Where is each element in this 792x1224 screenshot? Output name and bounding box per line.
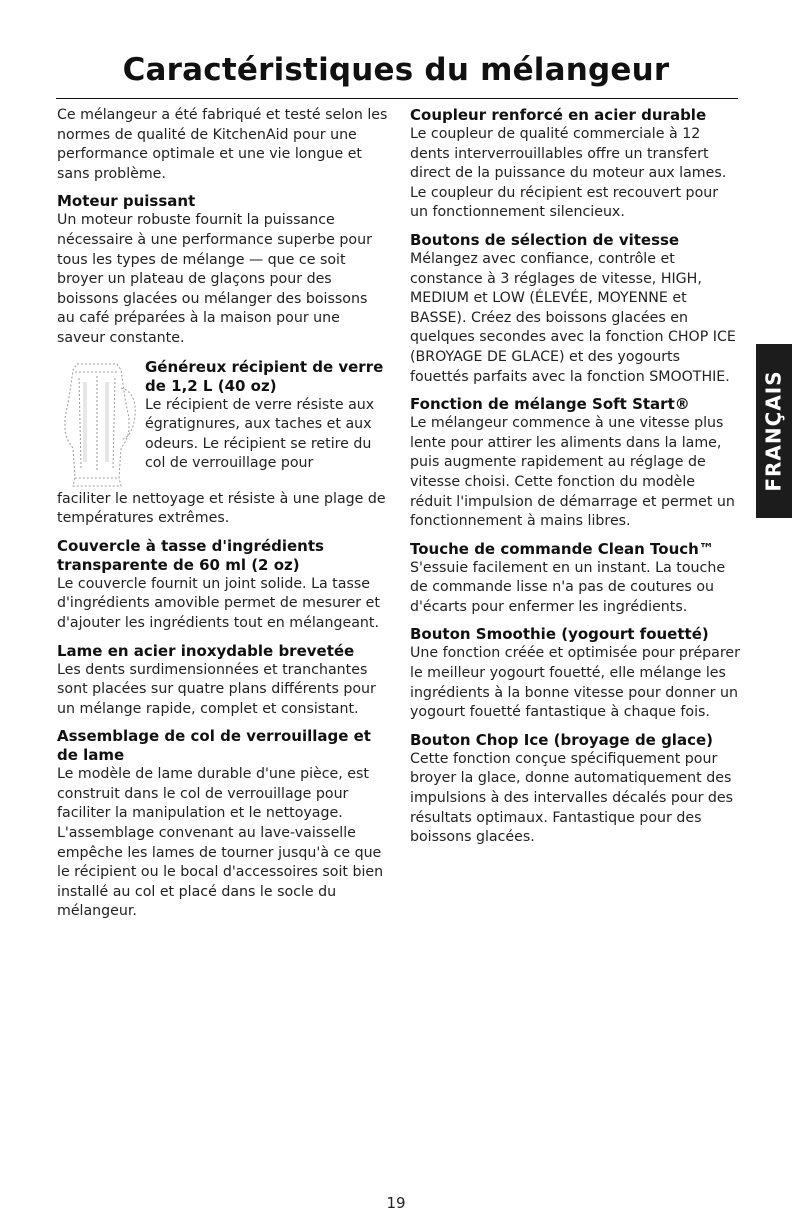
- section-text-jar-rest: faciliter le nettoyage et résiste à une plage de températures extrêmes.: [57, 490, 386, 527]
- section-text-smoothie: Une fonction créée et optimisée pour préparer le meilleur yogourt fouetté, elle mélange les ingrédients à la bonne vitesse pour donner un yogourt fouetté fantastique à chaque fois.: [410, 645, 740, 721]
- section-heading-coupler: Coupleur renforcé en acier durable: [410, 106, 707, 124]
- section-heading-softstart: Fonction de mélange Soft Start®: [410, 395, 690, 414]
- section-heading-lid: Couvercle à tasse d'ingrédients transparente de 60 ml (2 oz): [57, 536, 324, 574]
- section-text-speed: Mélangez avec confiance, contrôle et constance à 3 réglages de vitesse, HIGH, MEDIUM et LOW (ÉLEVÉE, MOYENNE et BASSE). Créez des boissons glacées en quelques secondes avec la fonction CHOP ICE (BROYAGE DE GLACE) et des yogourts fouettés parfaits avec la fonction SMOOTHIE.: [410, 250, 736, 385]
- section-heading-collar: Assemblage de col de verrouillage et de lame: [57, 727, 371, 765]
- section-heading-cleantouch: Touche de commande Clean Touch™: [410, 539, 714, 558]
- blender-jar-illustration: [55, 358, 139, 490]
- section-text-blade: Les dents surdimensionnées et tranchantes sont placées sur quatre plans différents pour un mélange rapide, complet et consistant.: [57, 661, 376, 717]
- language-tab: [756, 344, 792, 518]
- section-heading-smoothie: Bouton Smoothie (yogourt fouetté): [410, 625, 709, 644]
- jar-section: [57, 358, 389, 529]
- section-heading-speed: Boutons de sélection de vitesse: [410, 230, 680, 249]
- title-divider: [56, 98, 738, 99]
- right-column: [410, 106, 740, 856]
- section-text-coupler: Le coupleur de qualité commerciale à 12 dents interverrouillables offre un transfert direct de la puissance du moteur aux lames. Le coupleur du récipient est recouvert pour un fonctionnement silencieux.: [410, 126, 727, 221]
- section-text-chopice: Cette fonction conçue spécifiquement pour broyer la glace, donne automatiquement des impulsions à des intervalles décalés pour des résultats optimaux. Fantastique pour des boissons glacées.: [410, 750, 734, 846]
- intro-paragraph: Ce mélangeur a été fabriqué et testé selon les normes de qualité de KitchenAid pour une performance optimale et une vie longue et sans problème.: [57, 107, 388, 182]
- section-heading-jar: Généreux récipient de verre de 1,2 L (40 oz): [145, 357, 384, 395]
- left-column: [57, 106, 389, 930]
- section-text-lid: Le couvercle fournit un joint solide. La tasse d'ingrédients amovible permet de mesurer et d'ajouter les ingrédients tout en mélangeant.: [57, 575, 380, 631]
- section-text-softstart: Le mélangeur commence à une vitesse plus lente pour attirer les aliments dans la lame, puis augmente rapidement au réglage de vitesse choisi. Cette fonction du modèle réduit l'impulsion de démarrage et permet un fonctionnement à mains libres.: [410, 415, 735, 530]
- section-heading-motor: Moteur puissant: [57, 192, 196, 211]
- section-text-motor: Un moteur robuste fournit la puissance nécessaire à une performance superbe pour tous les types de mélange — que ce soit broyer un plateau de glaçons pour des boissons glacées ou mélanger des boissons au café préparées à la maison pour une saveur constante.: [57, 212, 372, 346]
- page-title: Caractéristiques du mélangeur: [122, 52, 670, 88]
- page-number: 19: [386, 1194, 406, 1212]
- section-text-jar: Le récipient de verre résiste aux égratignures, aux taches et aux odeurs. Le récipient se retire du col de verrouillage pour: [145, 396, 375, 472]
- section-heading-chopice: Bouton Chop Ice (broyage de glace): [410, 730, 713, 749]
- section-text-collar: Le modèle de lame durable d'une pièce, est construit dans le col de verrouillage pour faciliter la manipulation et le nettoyage. L'assemblage convenant au lave-vaisselle empêche les lames de tourner jusqu'à ce que le récipient ou le bocal d'accessoires soit bien installé au col et placé dans le socle du mélangeur.: [57, 766, 384, 920]
- section-heading-blade: Lame en acier inoxydable brevetée: [57, 641, 355, 660]
- section-text-cleantouch: S'essuie facilement en un instant. La touche de commande lisse n'a pas de coutures ou d'écarts pour enfermer les ingrédients.: [410, 559, 726, 615]
- language-tab-label: FRANÇAIS: [762, 370, 786, 492]
